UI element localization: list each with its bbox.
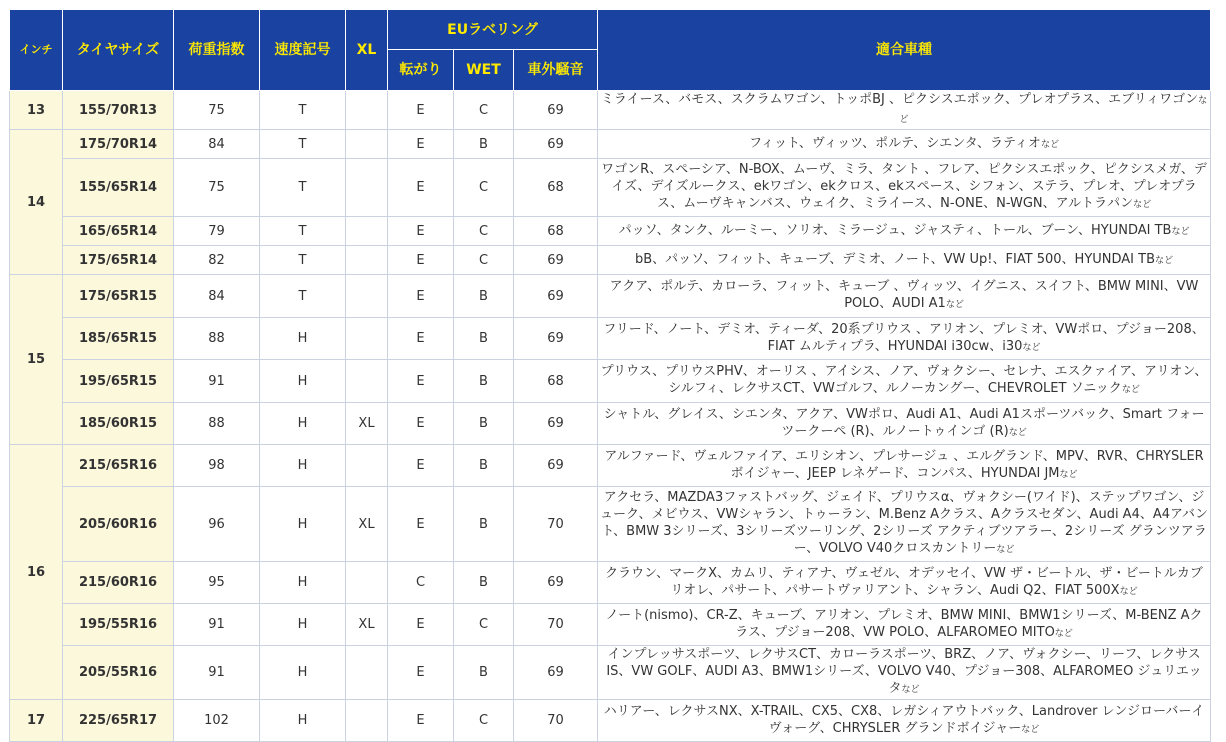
cars-text: ハリアー、レクサスNX、X-TRAIL、CX5、CX8、レガシィアウトバック、Landrover レンジローバーイヴォーグ、CHRYSLER グランドボイジャー bbox=[603, 703, 1205, 736]
tyre-size-cell: 155/65R14 bbox=[63, 159, 174, 217]
nado-suffix: など bbox=[996, 545, 1015, 555]
cars-text: ノート(nismo)、CR-Z、キューブ、アリオン、プレミオ、BMW MINI、BMW1シリーズ、M-BENZ Aクラス、プジョー208、VW POLO、ALFAROMEO MITO bbox=[605, 607, 1203, 640]
rolling-cell: E bbox=[388, 159, 454, 217]
nado-suffix: など bbox=[1008, 427, 1027, 438]
speed-symbol-cell: T bbox=[260, 130, 346, 159]
rolling-cell: E bbox=[388, 130, 454, 159]
noise-cell: 68 bbox=[514, 217, 598, 246]
load-index-cell: 75 bbox=[174, 159, 260, 217]
wet-cell: B bbox=[454, 275, 514, 318]
nado-suffix: など bbox=[1021, 724, 1040, 735]
xl-cell bbox=[346, 646, 388, 700]
xl-cell bbox=[346, 159, 388, 217]
nado-suffix: など bbox=[1171, 226, 1190, 237]
noise-cell: 70 bbox=[514, 700, 598, 742]
compatible-cars-cell bbox=[598, 360, 1211, 403]
tyre-size-cell: 165/65R14 bbox=[63, 217, 174, 246]
speed-symbol-cell: H bbox=[260, 487, 346, 562]
noise-cell: 69 bbox=[514, 91, 598, 130]
tyre-size-cell: 195/65R15 bbox=[63, 360, 174, 403]
header-load-index: 荷重指数 bbox=[174, 10, 260, 91]
noise-cell: 69 bbox=[514, 646, 598, 700]
wet-cell: B bbox=[454, 360, 514, 403]
speed-symbol-cell: T bbox=[260, 217, 346, 246]
header-compatible-cars: 適合車種 bbox=[598, 10, 1211, 91]
load-index-cell: 82 bbox=[174, 246, 260, 275]
header-tyre-size: タイヤサイズ bbox=[63, 10, 174, 91]
table-row bbox=[10, 360, 1211, 403]
speed-symbol-cell: H bbox=[260, 562, 346, 604]
wet-cell: B bbox=[454, 445, 514, 487]
xl-cell bbox=[346, 700, 388, 742]
cars-text: ワゴンR、スペーシア、N-BOX、ムーヴ、ミラ、タント 、フレア、ピクシスエポック、ピクシスメガ、デイズ、デイズルークス、ekワゴン、ekクロス、ekスペース、シフォン、ステラ、プレオ、プレオプラス、ムーヴキャンバス、ウェイク、ミライース、N-ONE、N-WGN、アルトラパン bbox=[601, 162, 1207, 211]
xl-cell bbox=[346, 445, 388, 487]
inch-cell: 17 bbox=[10, 700, 63, 742]
rolling-cell: E bbox=[388, 246, 454, 275]
load-index-cell: 95 bbox=[174, 562, 260, 604]
tyre-size-cell: 205/55R16 bbox=[63, 646, 174, 700]
xl-cell bbox=[346, 246, 388, 275]
compatible-cars-cell bbox=[598, 646, 1211, 700]
speed-symbol-cell: T bbox=[260, 246, 346, 275]
rolling-cell: E bbox=[388, 403, 454, 445]
cars-text: インプレッサスポーツ、レクサスCT、カローラスポーツ、BRZ、ノア、ヴォクシー、リーフ、レクサスIS、VW GOLF、AUDI A3、BMW1シリーズ、VOLVO V40、プジョー308、ALFAROMEO ジュリエッタ bbox=[606, 647, 1202, 696]
header-xl: XL bbox=[346, 10, 388, 91]
table-row bbox=[10, 700, 1211, 742]
tyre-size-cell: 185/65R15 bbox=[63, 318, 174, 360]
xl-cell: XL bbox=[346, 604, 388, 646]
tyre-size-table bbox=[9, 9, 1211, 742]
rolling-cell: E bbox=[388, 91, 454, 130]
table-row bbox=[10, 318, 1211, 360]
tyre-size-cell: 155/70R13 bbox=[63, 91, 174, 130]
table-row bbox=[10, 562, 1211, 604]
tyre-size-cell: 225/65R17 bbox=[63, 700, 174, 742]
wet-cell: C bbox=[454, 604, 514, 646]
table-row bbox=[10, 159, 1211, 217]
nado-suffix: など bbox=[1133, 200, 1152, 210]
wet-cell: C bbox=[454, 91, 514, 130]
xl-cell: XL bbox=[346, 403, 388, 445]
tyre-size-cell: 175/65R14 bbox=[63, 246, 174, 275]
rolling-cell: E bbox=[388, 646, 454, 700]
wet-cell: B bbox=[454, 487, 514, 562]
noise-cell: 69 bbox=[514, 318, 598, 360]
wet-cell: B bbox=[454, 403, 514, 445]
nado-suffix: など bbox=[1054, 628, 1073, 639]
speed-symbol-cell: T bbox=[260, 159, 346, 217]
cars-text: アルファード、ヴェルファイア、エリシオン、プレサージュ 、エルグランド、MPV、RVR、CHRYSLER ボイジャー、JEEP レネゲード、コンパス、HYUNDAI JM bbox=[604, 448, 1204, 481]
rolling-cell: E bbox=[388, 604, 454, 646]
compatible-cars-cell bbox=[598, 246, 1211, 275]
rolling-cell: E bbox=[388, 360, 454, 403]
speed-symbol-cell: H bbox=[260, 604, 346, 646]
wet-cell: C bbox=[454, 700, 514, 742]
header-inch: インチ bbox=[10, 10, 63, 91]
speed-symbol-cell: H bbox=[260, 445, 346, 487]
table-row bbox=[10, 487, 1211, 562]
compatible-cars-cell bbox=[598, 318, 1211, 360]
noise-cell: 69 bbox=[514, 275, 598, 318]
rolling-cell: E bbox=[388, 487, 454, 562]
nado-suffix: など bbox=[899, 96, 1208, 125]
xl-cell bbox=[346, 130, 388, 159]
table-row bbox=[10, 91, 1211, 130]
wet-cell: C bbox=[454, 159, 514, 217]
tyre-size-cell: 205/60R16 bbox=[63, 487, 174, 562]
load-index-cell: 79 bbox=[174, 217, 260, 246]
compatible-cars-cell bbox=[598, 159, 1211, 217]
noise-cell: 69 bbox=[514, 130, 598, 159]
compatible-cars-cell bbox=[598, 562, 1211, 604]
table-row bbox=[10, 445, 1211, 487]
noise-cell: 68 bbox=[514, 159, 598, 217]
rolling-cell: E bbox=[388, 700, 454, 742]
header-noise: 車外騒音 bbox=[514, 50, 598, 91]
xl-cell bbox=[346, 318, 388, 360]
tyre-size-cell: 175/70R14 bbox=[63, 130, 174, 159]
nado-suffix: など bbox=[945, 300, 964, 310]
table-row bbox=[10, 604, 1211, 646]
speed-symbol-cell: T bbox=[260, 275, 346, 318]
rolling-cell: C bbox=[388, 562, 454, 604]
table-row bbox=[10, 403, 1211, 445]
cars-text: シャトル、グレイス、シエンタ、アクア、VWポロ、Audi A1、Audi A1スポーツバック、Smart フォーツークーペ (R)、ルノートゥインゴ (R) bbox=[603, 406, 1205, 439]
cars-text: アクセラ、MAZDA3ファストバッグ、ジェイド、プリウスα、ヴォクシー(ワイド)、ステップワゴン、ジューク、メビウス、VWシャラン、トゥーラン、M.Benz Aクラス、Aクラスセダン、Audi A4、A4アバント、BMW 3シリーズ、3シリーズツーリング、2シリーズ アクティブツアラー、2シリーズ グランツアラー、VOLVO V40クロスカントリー bbox=[600, 490, 1208, 556]
cars-text: クラウン、マークX、カムリ、ティアナ、ヴェゼル、オデッセイ、VW ザ・ビートル、ザ・ビートルカブリオレ、パサート、パサートヴァリアント、シャラン、Audi Q2、FIAT 500X bbox=[605, 565, 1203, 598]
rolling-cell: E bbox=[388, 217, 454, 246]
nado-suffix: など bbox=[1059, 469, 1078, 480]
speed-symbol-cell: H bbox=[260, 318, 346, 360]
cars-text: プリウス、プリウスPHV、オーリス 、アイシス、ノア、ヴォクシー、セレナ、エスクァイア、アリオン、シルフィ、レクサスCT、VWゴルフ、ルノーカングー、CHEVROLET ソニック bbox=[600, 364, 1208, 396]
table-row bbox=[10, 130, 1211, 159]
load-index-cell: 91 bbox=[174, 360, 260, 403]
nado-suffix: など bbox=[1040, 139, 1059, 150]
tyre-size-cell: 195/55R16 bbox=[63, 604, 174, 646]
xl-cell bbox=[346, 217, 388, 246]
xl-cell bbox=[346, 360, 388, 403]
inch-cell: 13 bbox=[10, 91, 63, 130]
xl-cell bbox=[346, 275, 388, 318]
load-index-cell: 88 bbox=[174, 403, 260, 445]
inch-cell: 16 bbox=[10, 445, 63, 700]
table-row bbox=[10, 646, 1211, 700]
inch-cell: 15 bbox=[10, 275, 63, 445]
cars-text: ミライース、バモス、スクラムワゴン、トッポBJ 、ピクシスエポック、プレオプラス、エブリィワゴン bbox=[600, 92, 1199, 107]
header-eu-labeling: EUラベリング bbox=[388, 10, 598, 50]
nado-suffix: など bbox=[1121, 385, 1140, 395]
compatible-cars-cell bbox=[598, 403, 1211, 445]
rolling-cell: E bbox=[388, 445, 454, 487]
nado-suffix: など bbox=[1155, 255, 1174, 266]
nado-suffix: など bbox=[901, 685, 920, 695]
wet-cell: B bbox=[454, 130, 514, 159]
speed-symbol-cell: T bbox=[260, 91, 346, 130]
noise-cell: 69 bbox=[514, 403, 598, 445]
table-row bbox=[10, 275, 1211, 318]
compatible-cars-cell bbox=[598, 130, 1211, 159]
compatible-cars-cell bbox=[598, 445, 1211, 487]
noise-cell: 70 bbox=[514, 604, 598, 646]
header-speed-symbol: 速度記号 bbox=[260, 10, 346, 91]
wet-cell: C bbox=[454, 217, 514, 246]
load-index-cell: 91 bbox=[174, 604, 260, 646]
rolling-cell: E bbox=[388, 318, 454, 360]
table-row bbox=[10, 246, 1211, 275]
tyre-size-cell: 215/65R16 bbox=[63, 445, 174, 487]
speed-symbol-cell: H bbox=[260, 700, 346, 742]
load-index-cell: 75 bbox=[174, 91, 260, 130]
header-wet: WET bbox=[454, 50, 514, 91]
noise-cell: 70 bbox=[514, 487, 598, 562]
compatible-cars-cell bbox=[598, 604, 1211, 646]
compatible-cars-cell bbox=[598, 275, 1211, 318]
speed-symbol-cell: H bbox=[260, 360, 346, 403]
load-index-cell: 96 bbox=[174, 487, 260, 562]
xl-cell: XL bbox=[346, 487, 388, 562]
tyre-size-cell: 215/60R16 bbox=[63, 562, 174, 604]
cars-text: フリード、ノート、デミオ、ティーダ、20系プリウス 、アリオン、プレミオ、VWポロ、プジョー208、FIAT ムルティプラ、HYUNDAI i30cw、i30 bbox=[603, 321, 1205, 354]
compatible-cars-cell bbox=[598, 487, 1211, 562]
noise-cell: 69 bbox=[514, 246, 598, 275]
load-index-cell: 91 bbox=[174, 646, 260, 700]
nado-suffix: など bbox=[1119, 586, 1138, 597]
header-rolling: 転がり bbox=[388, 50, 454, 91]
compatible-cars-cell bbox=[598, 700, 1211, 742]
cars-text: パッソ、タンク、ルーミー、ソリオ、ミラージュ、ジャスティ、トール、ブーン、HYUNDAI TB bbox=[618, 222, 1172, 238]
rolling-cell: E bbox=[388, 275, 454, 318]
tyre-size-cell: 185/60R15 bbox=[63, 403, 174, 445]
wet-cell: B bbox=[454, 318, 514, 360]
noise-cell: 68 bbox=[514, 360, 598, 403]
noise-cell: 69 bbox=[514, 445, 598, 487]
noise-cell: 69 bbox=[514, 562, 598, 604]
load-index-cell: 84 bbox=[174, 275, 260, 318]
compatible-cars-cell bbox=[598, 217, 1211, 246]
speed-symbol-cell: H bbox=[260, 403, 346, 445]
speed-symbol-cell: H bbox=[260, 646, 346, 700]
load-index-cell: 102 bbox=[174, 700, 260, 742]
inch-cell: 14 bbox=[10, 130, 63, 275]
xl-cell bbox=[346, 91, 388, 130]
wet-cell: B bbox=[454, 562, 514, 604]
load-index-cell: 98 bbox=[174, 445, 260, 487]
xl-cell bbox=[346, 562, 388, 604]
cars-text: フィット、ヴィッツ、ポルテ、シエンタ、ラティオ bbox=[749, 135, 1041, 151]
wet-cell: C bbox=[454, 246, 514, 275]
wet-cell: B bbox=[454, 646, 514, 700]
tyre-size-cell: 175/65R15 bbox=[63, 275, 174, 318]
load-index-cell: 88 bbox=[174, 318, 260, 360]
load-index-cell: 84 bbox=[174, 130, 260, 159]
cars-text: アクア、ポルテ、カローラ、フィット、キューブ 、ヴィッツ、イグニス、スイフト、BMW MINI、VW POLO、AUDI A1 bbox=[609, 279, 1199, 311]
nado-suffix: など bbox=[1022, 342, 1041, 353]
compatible-cars-cell bbox=[598, 91, 1211, 130]
table-row bbox=[10, 217, 1211, 246]
cars-text: bB、パッソ、フィット、キューブ、デミオ、ノート、VW Up!、FIAT 500、HYUNDAI TB bbox=[634, 251, 1156, 267]
